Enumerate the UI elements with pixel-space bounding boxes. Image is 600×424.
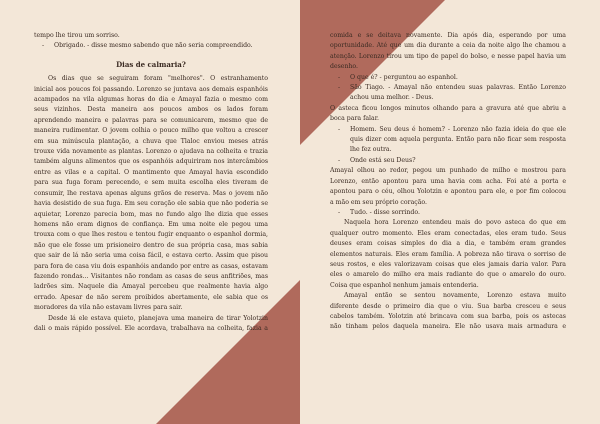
text-line: atenção. Lorenzo tirou um tipo de papel do bolso, e nesse papel havia um: [330, 52, 566, 60]
text-line: dali o mais rápido possível. Ele acordava, trabalhava na colheita, fazia a: [34, 324, 268, 332]
text-line: Amayal então se sentou novamente, Lorenzo estava muito: [344, 292, 566, 300]
text-line: aprendendo maneira e palavras para se comunicarem, mesmo que de: [34, 116, 268, 124]
dialogue-line: achou uma melhor. - Deus.: [350, 94, 434, 102]
text-line: aquietar, Lorenzo parecia bom, mas no fundo algo lhe dizia que esses: [34, 210, 268, 218]
text-line: tempo lhe tirou um sorriso.: [34, 32, 120, 39]
text-line: para sua fuga foram perecendo, e sem muita escolha eles tiveram de: [34, 179, 268, 187]
paragraph: [330, 218, 566, 291]
text-line: desenho.: [330, 63, 359, 71]
dialogue-line: - Homem. Seu deus é homem? - Lorenzo não fazia ideia do que ele: [330, 125, 566, 135]
text-line: comida e se deitava novamente. Dia após dia, esperando por uma: [330, 32, 566, 39]
paragraph: [330, 291, 566, 333]
text-line: inicial aos poucos foi passando. Lorenzo se juntava aos demais espanhóis: [34, 85, 268, 93]
text-line: trouxe vida novamente as plantas. Lorenzo o ajudava na colheita e trazia: [34, 148, 268, 156]
text-line: ladrões sim. Naquele dia Amayal percebeu que realmente havia algo: [34, 283, 268, 291]
text-line: consumir, lhe restava apenas alguns grãos de reserva. Mas o jovem não: [34, 189, 268, 197]
text-line: seus rostos, e eles valorizavam coisas que eles jamais daria valor. Para: [330, 260, 566, 268]
text-line: moradores da vila não estavam livres para sair.: [34, 304, 183, 312]
dialogue-line: quis dizer com aquela pergunta. Então para não ficar sem resposta: [350, 136, 566, 144]
text-line: errado. Apesar de não serem proibidos abertamente, ele sabia que os: [34, 293, 268, 301]
text-line: a mão em seu próprio coração.: [330, 198, 427, 206]
paragraph: [330, 166, 566, 208]
text-line: cabelos também. Yolotzin até brincava com sua barba, pois os astecas: [330, 312, 566, 320]
text-line: Coisa que espanhol nenhum jamais entenderia.: [330, 281, 479, 289]
dialogue-line: - Onde está seu Deus?: [330, 156, 566, 166]
text-line: O asteca ficou longos minutos olhando para a gravura até que abriu a: [330, 104, 566, 112]
text-line: maneira rudimentar. O jovem colhia o pouco milho que voltou a crescer: [34, 127, 268, 135]
left-page: [34, 31, 268, 334]
paragraph: [34, 74, 268, 313]
text-line: oportunidade. Até que um dia durante a ceia da noite algo lhe chamou a: [330, 42, 566, 50]
text-line: para fora de casa viu dois espanhóis andando por entre as casas, estavam: [34, 262, 268, 270]
text-line: não tinham pelos daquela maneira. Ele não usava mais armadura e: [330, 323, 566, 331]
text-line: também alguns alimentos que os espanhóis adquiriram nos intercâmbios: [34, 158, 268, 166]
text-line: em sua minúscula plantação, a chuva que Tlaloc enviou meses atrás: [34, 137, 268, 145]
paragraph: [330, 31, 566, 73]
text-line: homens não eram dignos de confiança. Em uma noite ele pegou uma: [34, 220, 268, 228]
dialogue-line: lhe fez outra.: [350, 146, 392, 154]
text-line: Os dias que se seguiram foram "melhores". O estranhamento: [48, 75, 268, 83]
text-line: não que ele fosse um prisioneiro dentro de sua própria casa, mas sabia: [34, 241, 268, 249]
text-line: que sair de lá não seria uma coisa fácil, e estava certo. Assim que pisou: [34, 252, 268, 260]
text-line: entre as vilas e a capital. O mantimento que Amayal havia escondido: [34, 168, 268, 176]
dialogue-line: - Obrigado. - disse mesmo sabendo que não seria compreendido.: [34, 41, 268, 51]
text-line: trouxa com o que lhes restou e tentou fugir enquanto o espanhol dormia,: [34, 231, 268, 239]
dialogue-line: - O que é? - perguntou ao espanhol.: [330, 73, 566, 83]
dialogue-line: - Tudo. - disse sorrindo.: [330, 208, 566, 218]
chapter-heading: Dias de calmaria?: [116, 59, 186, 69]
text-line: Amayal olhou ao redor, pegou um punhado de milho e mostrou para: [330, 167, 566, 175]
text-line: Naquela hora Lorenzo entendeu mais do povo asteca do que em: [344, 219, 566, 227]
text-line: deuses eram coisas simples do dia a dia, e também eram grandes: [330, 240, 566, 248]
text-line: acampados na vila algumas horas do dia e Amayal fazia o mesmo com: [34, 96, 268, 104]
text-line: fazendo rondas... Visitantes não rondam as casas de seus anfitriões, mas: [34, 272, 268, 280]
text-line: apontou para o céu, olhou Yolotzin e apontou para ele, e por fim colocou: [330, 188, 566, 196]
text-line: boca para falar.: [330, 115, 379, 123]
text-line: elementos naturais. Eles eram família. A pobreza não tirava o sorriso de: [330, 250, 566, 258]
text-line: qualquer outro momento. Eles eram conectadas, eles eram tudo. Seus: [330, 229, 566, 237]
text-line: Lorenzo, então apontou para uma havia com acha. Foi até a porta e: [330, 177, 566, 185]
text-line: eles o amarelo do milho era mais radiante do que o amarelo do ouro.: [330, 271, 566, 279]
paragraph: [34, 314, 268, 335]
dialogue-line: - São Tiago. - Amayal não entendeu suas palavras. Então Lorenzo: [330, 83, 566, 93]
text-line: Desde lá ele estava quieto, planejava uma maneira de tirar Yolotzin: [48, 314, 268, 322]
right-page: [330, 31, 566, 333]
text-line: havia desistido de sua fuga. Em seu coração ele sabia que não poderia se: [34, 200, 268, 208]
paragraph: [330, 104, 566, 125]
text-line: diferente desde o primeiro dia que o viu. Sua barba cresceu e seus: [330, 302, 566, 310]
text-line: seus vizinhos. Desta maneira aos poucos ambos os lados foram: [34, 106, 268, 114]
